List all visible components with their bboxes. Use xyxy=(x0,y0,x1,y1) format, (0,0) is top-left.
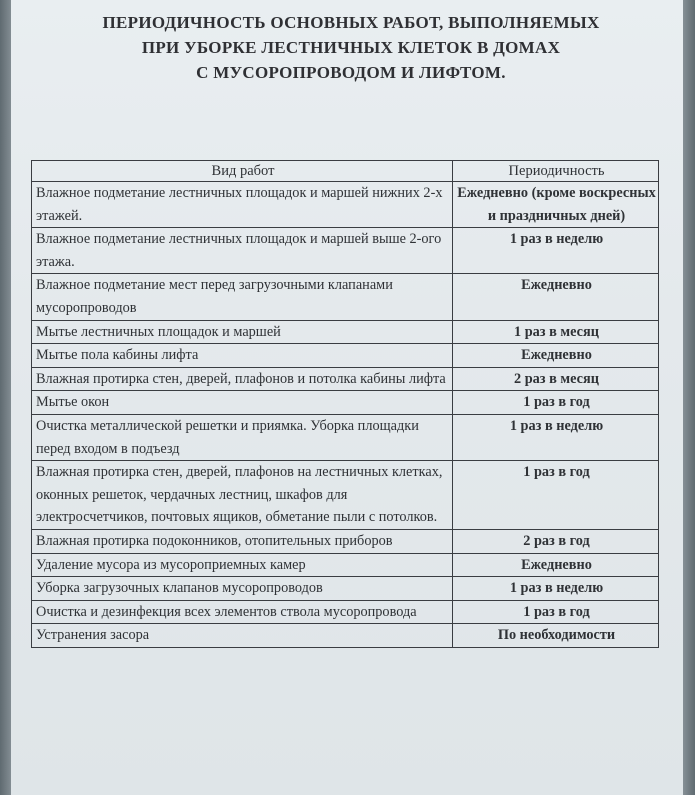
work-type-cell: Влажная протирка стен, дверей, плафонов на лестничных клетках, оконных решеток, чердачных лестниц, шкафов для электросчетчиков, почтовых ящиков, обметание пыли с потолков. xyxy=(32,461,453,530)
work-type-cell: Очистка металлической решетки и приямка. Уборка площадки перед входом в подъезд xyxy=(32,414,453,460)
table-row xyxy=(32,367,659,391)
table-row xyxy=(32,624,659,648)
frequency-cell: 2 раз в месяц xyxy=(453,367,659,391)
work-frequency-table xyxy=(31,160,659,648)
work-type-cell: Влажное подметание лестничных площадок и маршей нижних 2-х этажей. xyxy=(32,182,453,228)
work-type-cell: Уборка загрузочных клапанов мусоропроводов xyxy=(32,577,453,601)
work-type-cell: Удаление мусора из мусороприемных камер xyxy=(32,553,453,577)
table-row xyxy=(32,529,659,553)
title-line-3: С МУСОРОПРОВОДОМ И ЛИФТОМ. xyxy=(196,63,506,82)
table-row xyxy=(32,600,659,624)
table-row xyxy=(32,182,659,228)
work-type-cell: Устранения засора xyxy=(32,624,453,648)
header-work-type: Вид работ xyxy=(32,161,453,182)
table-row xyxy=(32,391,659,415)
work-type-cell: Влажное подметание мест перед загрузочными клапанами мусоропроводов xyxy=(32,274,453,320)
table-row xyxy=(32,228,659,274)
frequency-cell: 1 раз в год xyxy=(453,600,659,624)
frequency-cell: Ежедневно xyxy=(453,274,659,320)
frequency-cell: 1 раз в неделю xyxy=(453,577,659,601)
table-row xyxy=(32,553,659,577)
frequency-cell: Ежедневно xyxy=(453,553,659,577)
frequency-cell: 1 раз в неделю xyxy=(453,228,659,274)
work-type-cell: Влажная протирка подоконников, отопительных приборов xyxy=(32,529,453,553)
work-type-cell: Очистка и дезинфекция всех элементов ствола мусоропровода xyxy=(32,600,453,624)
frequency-cell: 2 раз в год xyxy=(453,529,659,553)
table-row xyxy=(32,344,659,368)
frequency-cell: По необходимости xyxy=(453,624,659,648)
frequency-cell: 1 раз в месяц xyxy=(453,320,659,344)
document-sheet xyxy=(11,0,683,795)
header-frequency: Периодичность xyxy=(453,161,659,182)
frequency-cell: 1 раз в год xyxy=(453,461,659,530)
title-line-1: ПЕРИОДИЧНОСТЬ ОСНОВНЫХ РАБОТ, ВЫПОЛНЯЕМЫХ xyxy=(102,13,600,32)
table-row xyxy=(32,577,659,601)
table-row xyxy=(32,414,659,460)
title-line-2: ПРИ УБОРКЕ ЛЕСТНИЧНЫХ КЛЕТОК В ДОМАХ xyxy=(141,38,561,57)
document-title xyxy=(51,10,651,85)
frequency-cell: 1 раз в неделю xyxy=(453,414,659,460)
frequency-cell: 1 раз в год xyxy=(453,391,659,415)
work-type-cell: Мытье пола кабины лифта xyxy=(32,344,453,368)
table-row xyxy=(32,274,659,320)
table-row xyxy=(32,320,659,344)
work-type-cell: Мытье окон xyxy=(32,391,453,415)
frequency-cell: Ежедневно (кроме воскресных и праздничных дней) xyxy=(453,182,659,228)
table-header-row xyxy=(32,161,659,182)
work-type-cell: Влажная протирка стен, дверей, плафонов и потолка кабины лифта xyxy=(32,367,453,391)
work-type-cell: Мытье лестничных площадок и маршей xyxy=(32,320,453,344)
photo-edge-right xyxy=(681,0,695,795)
table-row xyxy=(32,461,659,530)
work-type-cell: Влажное подметание лестничных площадок и маршей выше 2-ого этажа. xyxy=(32,228,453,274)
frequency-cell: Ежедневно xyxy=(453,344,659,368)
